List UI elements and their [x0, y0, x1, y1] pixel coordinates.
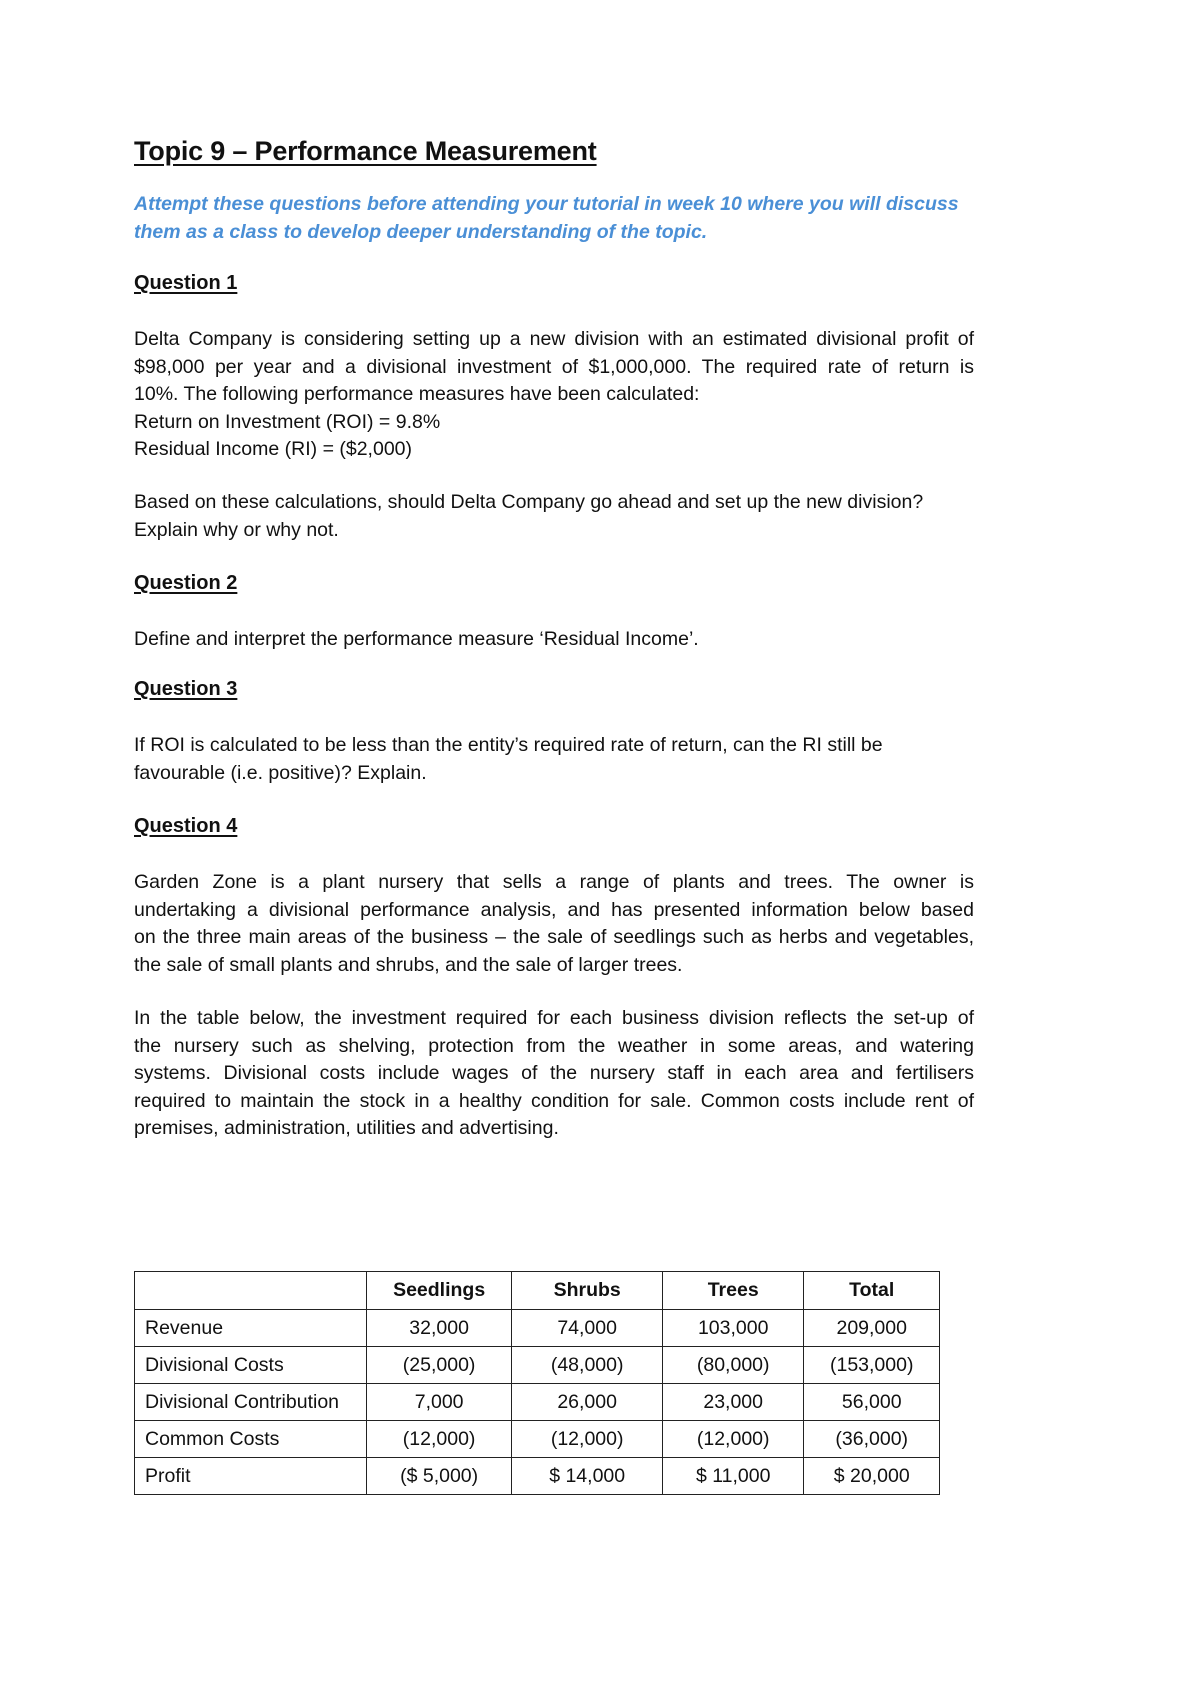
text-line: Explain why or why not. [134, 518, 339, 541]
text-line: favourable (i.e. positive)? Explain. [134, 761, 427, 784]
table-row-common-costs [135, 1421, 940, 1458]
table-cell: (12,000) [512, 1421, 663, 1458]
table-cell: 26,000 [512, 1384, 663, 1421]
table-cell: (12,000) [662, 1421, 804, 1458]
question-2-body [134, 626, 974, 654]
table-cell: (36,000) [804, 1421, 940, 1458]
text-line: the sale of small plants and shrubs, and the sale of larger trees. [134, 953, 683, 976]
text-line: on the three main areas of the business – the sale of seedlings such as herbs and vegetables, [134, 926, 974, 948]
roi-line: Return on Investment (ROI) = 9.8% [134, 410, 441, 433]
header-cell-shrubs: Shrubs [512, 1272, 663, 1310]
text-line: the nursery such as shelving, protection from the weather in some areas, and watering [134, 1034, 974, 1057]
text-line: 10%. The following performance measures have been calculated: [134, 383, 700, 405]
text-line: If ROI is calculated to be less than the entity’s required rate of return, can the RI still be [134, 734, 883, 756]
table-row-revenue [135, 1310, 940, 1347]
table-cell: ($ 5,000) [366, 1458, 512, 1495]
row-label: Divisional Contribution [135, 1384, 367, 1421]
table-cell: 32,000 [366, 1310, 512, 1347]
table-cell: 209,000 [804, 1310, 940, 1347]
text-line: Define and interpret the performance measure ‘Residual Income’. [134, 628, 699, 650]
divisional-performance-table [134, 1271, 940, 1495]
question-4-table-description [134, 1005, 974, 1143]
header-cell-seedlings: Seedlings [366, 1272, 512, 1310]
header-cell-blank [135, 1272, 367, 1310]
header-cell-trees: Trees [662, 1272, 804, 1310]
text-line: In the table below, the investment required for each business division reflects the set-up of [134, 1007, 974, 1029]
question-1-heading: Question 1 [134, 272, 238, 294]
ri-line: Residual Income (RI) = ($2,000) [134, 438, 412, 460]
question-3-body [134, 732, 974, 787]
text-line: undertaking a divisional performance analysis, and has presented information below based [134, 898, 974, 921]
text-line: systems. Divisional costs include wages of the nursery staff in each area and fertilisers [134, 1062, 974, 1084]
question-1-body [134, 326, 974, 464]
table-row-divisional-contribution [135, 1384, 940, 1421]
table-cell: $ 14,000 [512, 1458, 663, 1495]
table-header-row [135, 1272, 940, 1310]
header-cell-total: Total [804, 1272, 940, 1310]
table-row-divisional-costs [135, 1347, 940, 1384]
row-label: Revenue [135, 1310, 367, 1347]
question-4-body [134, 869, 974, 979]
text-line: Delta Company is considering setting up a new division with an estimated divisional profit of [134, 328, 974, 350]
table-row-profit [135, 1458, 940, 1495]
table-cell: 7,000 [366, 1384, 512, 1421]
table-cell: 74,000 [512, 1310, 663, 1347]
table-cell: (12,000) [366, 1421, 512, 1458]
text-line: required to maintain the stock in a healthy condition for sale. Common costs include rent of [134, 1089, 974, 1112]
intro-instructions: Attempt these questions before attending your tutorial in week 10 where you will discuss them as a class to develop deeper understanding of the topic. [134, 193, 959, 243]
table-cell: 56,000 [804, 1384, 940, 1421]
table-cell: 103,000 [662, 1310, 804, 1347]
text-line: $98,000 per year and a divisional investment of $1,000,000. The required rate of return is [134, 355, 974, 378]
row-label: Common Costs [135, 1421, 367, 1458]
table-cell: 23,000 [662, 1384, 804, 1421]
question-1-prompt [134, 489, 974, 544]
table-cell: $ 11,000 [662, 1458, 804, 1495]
text-line: Based on these calculations, should Delta Company go ahead and set up the new division? [134, 491, 924, 513]
table-cell: (48,000) [512, 1347, 663, 1384]
question-3-heading: Question 3 [134, 678, 238, 700]
table-cell: (25,000) [366, 1347, 512, 1384]
table-cell: (80,000) [662, 1347, 804, 1384]
table-cell: $ 20,000 [804, 1458, 940, 1495]
row-label: Divisional Costs [135, 1347, 367, 1384]
document-title: Topic 9 – Performance Measurement [134, 136, 597, 166]
table-cell: (153,000) [804, 1347, 940, 1384]
question-4-heading: Question 4 [134, 815, 238, 837]
question-2-heading: Question 2 [134, 572, 238, 594]
row-label: Profit [135, 1458, 367, 1495]
text-line: premises, administration, utilities and advertising. [134, 1117, 559, 1139]
text-line: Garden Zone is a plant nursery that sells a range of plants and trees. The owner is [134, 871, 974, 893]
